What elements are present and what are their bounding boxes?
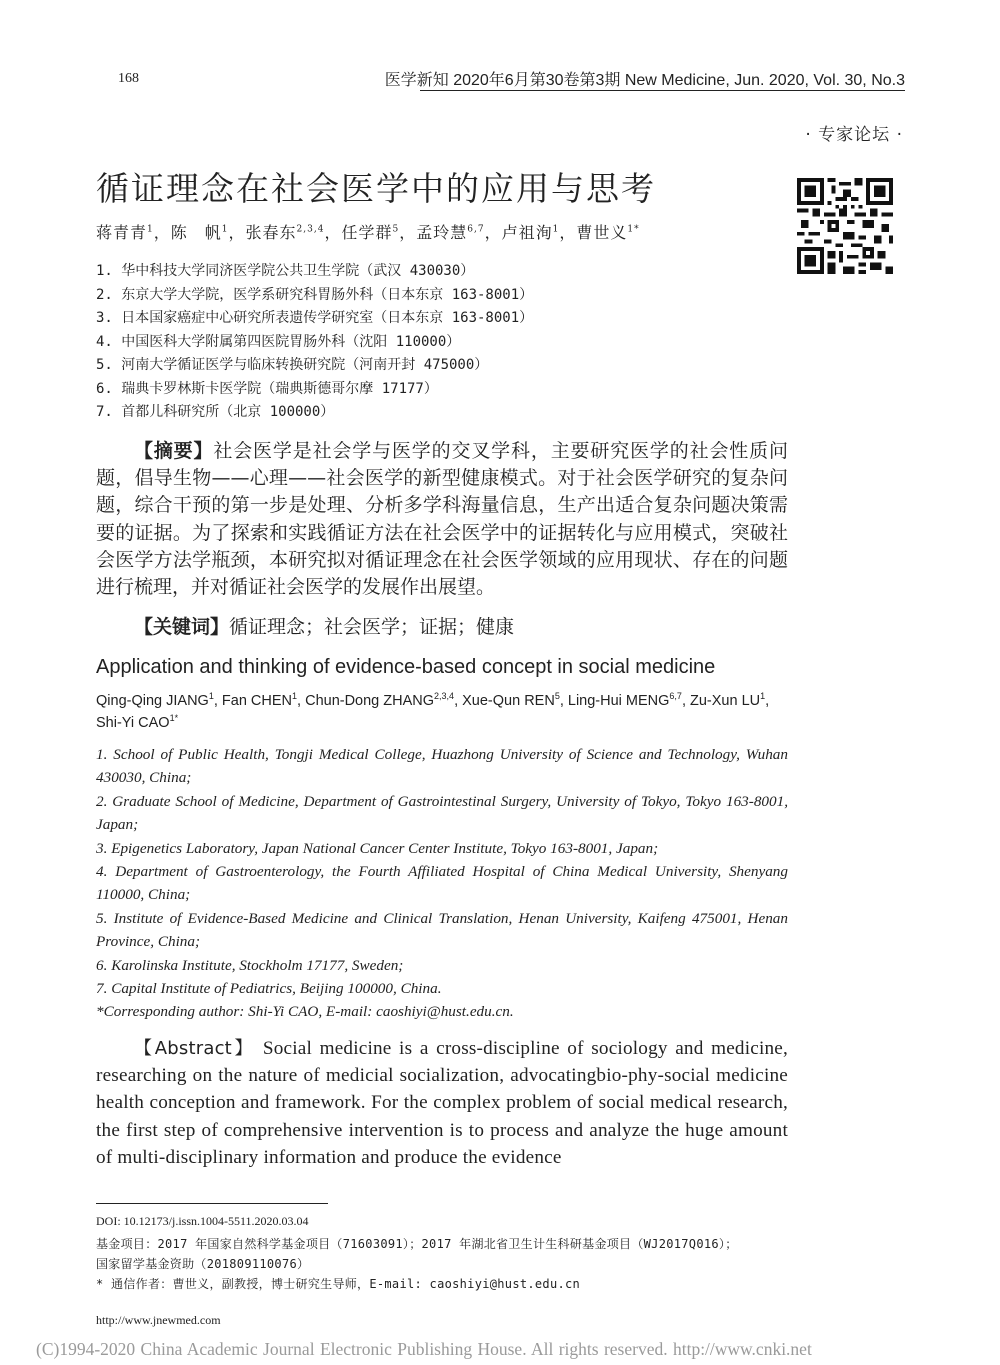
section-tag: · 专家论坛 · — [805, 125, 903, 145]
affiliation-item: 2. 东京大学大学院，医学系研究科胃肠外科（日本东京 163-8001） — [96, 286, 534, 303]
author-affiliation-marker: 1 — [292, 691, 298, 702]
author-affiliation-marker: 1 — [552, 224, 560, 235]
author-affiliation-marker: 1* — [169, 713, 179, 724]
affiliation-item: 5. Institute of Evidence-Based Medicine and Clinical Translation, Henan University, Kaifeng 475001, Henan Province, China; — [96, 909, 788, 951]
copyright-watermark: (C)1994-2020 China Academic Journal Electronic Publishing House. All rights reserved. http://www.cnki.net — [36, 1339, 812, 1359]
author-name: 陈 帆 — [170, 223, 222, 242]
doi: DOI: 10.12173/j.issn.1004-5511.2020.03.04 — [96, 1214, 309, 1228]
funding-note: 基金项目：2017 年国家自然科学基金项目（71603091）；2017 年湖北省卫生计生科研基金项目（WJ2017Q016）； — [96, 1237, 738, 1251]
author-affiliation-marker: 5 — [554, 691, 560, 702]
affiliation-item: 1. School of Public Health, Tongji Medical College, Huazhong University of Science and Technology, Wuhan 430030, China; — [96, 746, 788, 787]
author-affiliation-marker: 5 — [392, 224, 400, 235]
footnote-rule — [96, 1203, 328, 1204]
author-name: Ling-Hui MENG — [567, 693, 670, 709]
abstract-label: 【Abstract】 — [134, 1038, 256, 1059]
author-affiliation-marker: 1 — [208, 691, 214, 702]
author-name: 任学群 — [341, 223, 393, 242]
authors-chinese: 蒋青青$^1$，陈 帆$^1$，张春东$^{2,3,4}$，任学群$^5$，孟玲慧$^{6,7}$，卢祖洵$^1$，曹世义$^{1*}$ — [96, 223, 640, 242]
title-chinese: 循证理念在社会医学中的应用与思考 — [96, 169, 656, 208]
author-affiliation-marker: 2,3,4 — [296, 224, 325, 235]
corresponding-note: * 通信作者：曹世义，副教授，博士研究生导师，E-mail: caoshiyi@hust.edu.cn — [96, 1277, 581, 1291]
author-affiliation-marker: 1 — [760, 691, 766, 702]
author-name: 曹世义 — [576, 223, 628, 242]
authors-english: Qing-Qing JIANG$^1$, Fan CHEN$^1$, Chun-Dong ZHANG$^{2,3,4}$, Xue-Qun REN$^5$, Ling-Hui MENG$^{6,7}$, Zu-Xun $LU^1$, Shi-Yi $CAO^{1*}$ — [96, 691, 770, 731]
affiliation-item: 3. Epigenetics Laboratory, Japan National Cancer Center Institute, Tokyo 163-8001, Japan; — [96, 839, 659, 857]
author-name: Shi-Yi CAO — [96, 715, 170, 731]
author-name: Zu-Xun LU — [690, 693, 761, 709]
header-rule — [420, 90, 905, 91]
affiliation-item: 5. 河南大学循证医学与临床转换研究院（河南开封 475000） — [96, 357, 489, 373]
author-name: Qing-Qing JIANG — [96, 693, 209, 709]
abstract-label: 【摘要】 — [134, 440, 214, 462]
author-name: 孟玲慧 — [416, 223, 468, 242]
author-affiliation-marker: 1* — [627, 224, 640, 235]
keywords-chinese — [96, 614, 788, 641]
abstract-text: 社会医学是社会学与医学的交叉学科，主要研究医学的社会性质问题，倡导生物——心理——社会医学的新型健康模式。对于社会医学研究的复杂问题，综合干预的第一步是处理、分析多学科海量信息，生产出适合复杂问题决策需要的证据。为了探索和实践循证方法在社会医学中的证据转化与应用模式，突破社会医学方法学瓶颈，本研究拟对循证理念在社会医学领域的应用现状、存在的问题进行梳理，并对循证社会医学的发展作出展望。 — [96, 440, 788, 599]
qr-code-icon — [797, 178, 893, 274]
author-name: Chun-Dong ZHANG — [305, 693, 435, 709]
author-name: 卢祖洵 — [501, 223, 553, 242]
running-head: 医学新知 2020年6月第30卷第3期 New Medicine, Jun. 2020, Vol. 30, No.3 — [384, 72, 905, 89]
affiliation-item: 3. 日本国家癌症中心研究所表遗传学研究室（日本东京 163-8001） — [96, 310, 534, 326]
abstract-chinese — [96, 438, 788, 601]
author-affiliation-marker: 1 — [221, 224, 229, 235]
affiliation-item: 1. 华中科技大学同济医学院公共卫生学院（武汉 430030） — [96, 263, 475, 279]
affiliation-item: 4. 中国医科大学附属第四医院胃肠外科（沈阳 110000） — [96, 333, 461, 350]
affiliation-item: 7. Capital Institute of Pediatrics, Beijing 100000, China. — [96, 980, 442, 998]
corresponding-author: *Corresponding author: Shi-Yi CAO, E-mail: caoshiyi@hust.edu.cn. — [96, 1003, 514, 1021]
title-english: Application and thinking of evidence-based concept in social medicine — [96, 656, 716, 678]
keywords-text: 循证理念；社会医学；证据；健康 — [229, 616, 515, 638]
abstract-text: Social medicine is a cross-discipline of sociology and medicine, researching on the nature of medicial socialization, advocatingbio-phy-social medicine health conception and framework. For the complex problem of social medical research, the first step of comprehensive intervention is to process and analyze the huge amount of multi-disciplinary information and produce the evidence — [96, 1038, 789, 1168]
abstract-english — [96, 1035, 788, 1171]
author-affiliation-marker: 2,3,4 — [434, 691, 455, 702]
page-number: 168 — [118, 71, 139, 86]
affiliations-chinese — [96, 260, 533, 425]
author-name: Fan CHEN — [221, 693, 293, 709]
journal-url: http://www.jnewmed.com — [96, 1313, 221, 1327]
affiliation-item: 4. Department of Gastroenterology, the Fourth Affiliated Hospital of China Medical University, Shenyang 110000, China; — [96, 863, 788, 904]
affiliation-item: 6. 瑞典卡罗林斯卡医学院（瑞典斯德哥尔摩 17177） — [96, 380, 438, 397]
author-affiliation-marker: 6,7 — [467, 224, 485, 235]
author-name: 张春东 — [245, 223, 297, 242]
affiliation-item: 6. Karolinska Institute, Stockholm 17177, Sweden; — [96, 956, 404, 974]
funding-note-continued: 国家留学基金资助（201809110076） — [96, 1257, 310, 1271]
author-name: Xue-Qun REN — [462, 693, 555, 709]
author-name: 蒋青青 — [96, 223, 148, 242]
author-affiliation-marker: 1 — [147, 224, 154, 235]
affiliations-english — [96, 743, 788, 1024]
keywords-label: 【关键词】 — [134, 616, 230, 638]
affiliation-item: 2. Graduate School of Medicine, Department of Gastrointestinal Surgery, University of Tokyo, Tokyo 163-8001, Japan; — [96, 792, 788, 834]
affiliation-item: 7. 首都儿科研究所（北京 100000） — [96, 404, 335, 420]
author-affiliation-marker: 6,7 — [669, 691, 682, 702]
